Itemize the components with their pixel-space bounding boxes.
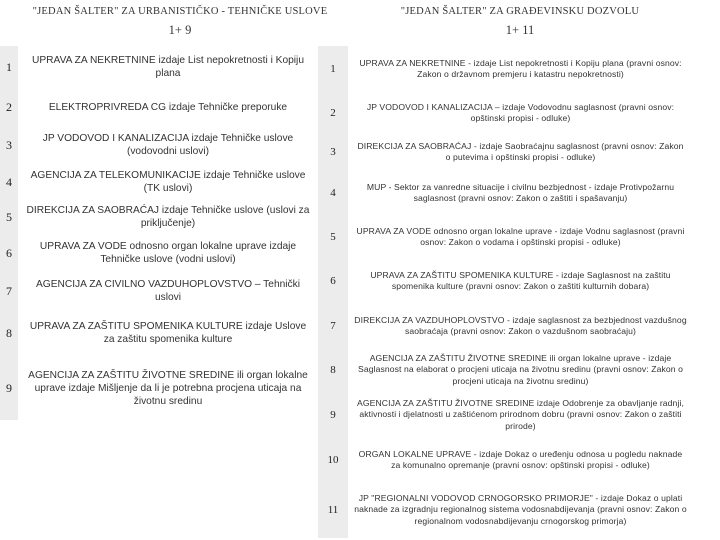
- item-text: AGENCIJA ZA ZAŠTITU ŽIVOTNE SREDINE izdaje Odobrenje za obavljanje radnji, aktivnosti i djelatnosti u zaštićenom prirodnom dobru (pravni osnov: Zakon o zaštiti prirode): [357, 397, 684, 431]
- item-number: 7: [0, 272, 18, 310]
- item-text: AGENCIJA ZA TELEKOMUNIKACIJE izdaje Tehničke uslove (TK uslovi): [30, 170, 306, 194]
- right-list-item: [318, 438, 693, 482]
- item-number: 3: [0, 126, 18, 164]
- left-list-item: [0, 234, 318, 272]
- item-text: JP VODOVOD I KANALIZACIJA – izdaje Vodovodnu saglasnost (pravni osnov: opštinski propisi - odluke): [366, 101, 675, 123]
- item-text: ORGAN LOKALNE UPRAVE - izdaje Dokaz o uređenju odnosa u pogledu naknade za komunalno opremanje (pravni osnov: opštinski propisi - odluke): [358, 448, 683, 470]
- item-number: 3: [318, 134, 348, 170]
- item-text: UPRAVA ZA ZAŠTITU SPOMENIKA KULTURE - izdaje Saglasnost na zaštitu spomenika kulture (pravni osnov: Zakon o zaštiti kulturnih dobara): [370, 269, 671, 291]
- item-text: ELEKTROPRIVREDA CG izdaje Tehničke preporuke: [48, 101, 288, 113]
- left-header: [20, 6, 340, 38]
- right-list-item: [318, 46, 693, 92]
- left-list-item: [0, 356, 318, 420]
- item-number: 10: [318, 438, 348, 482]
- item-text: DIREKCIJA ZA SAOBRAĆAJ - izdaje Saobraćajnu saglasnost (pravni osnov: Zakon o putevima i opštinski propisi - odluke): [357, 140, 684, 162]
- left-list-item: [0, 126, 318, 164]
- right-list-item: [318, 170, 693, 216]
- left-header-subtitle: 1+ 9: [168, 23, 192, 37]
- right-list-item: [318, 348, 693, 392]
- item-number: 4: [318, 170, 348, 216]
- item-text: UPRAVA ZA VODE odnosno organ lokalne uprave - izdaje Vodnu saglasnost (pravni osnov: Zakon o vodama i opštinski propisi - odluke): [356, 225, 685, 247]
- right-header: [355, 6, 685, 38]
- item-text: DIREKCIJA ZA SAOBRAĆAJ izdaje Tehničke uslove (uslovi za priključenje): [26, 205, 310, 229]
- right-list-item: [318, 134, 693, 170]
- right-list-item: [318, 482, 693, 538]
- item-text: JP "REGIONALNI VODOVOD CRNOGORSKO PRIMORJE" - izdaje Dokaz o uplati naknade za izgradnju regionalnog sistema vodosnabdijevanja (pravni osnov: Zakon o regionalnom vodosnabdijevanju crnogorskog primorja): [354, 492, 687, 526]
- item-number: 9: [318, 392, 348, 438]
- item-text: UPRAVA ZA VODE odnosno organ lokalne uprave izdaje Tehničke uslove (vodni uslovi): [39, 241, 297, 265]
- item-number: 9: [0, 356, 18, 420]
- left-header-title: "JEDAN ŠALTER" ZA URBANISTIČKO - TEHNIČKE USLOVE: [32, 6, 328, 17]
- item-number: 2: [0, 88, 18, 126]
- item-text: UPRAVA ZA ZAŠTITU SPOMENIKA KULTURE izdaje Uslove za zaštitu spomenika kulture: [29, 321, 307, 345]
- item-number: 1: [0, 46, 18, 88]
- left-list-item: [0, 88, 318, 126]
- right-list-item: [318, 216, 693, 258]
- item-text: AGENCIJA ZA CIVILNO VAZDUHOPLOVSTVO – Tehnički uslovi: [35, 279, 300, 303]
- right-header-subtitle: 1+ 11: [505, 23, 535, 37]
- right-list-item: [318, 304, 693, 348]
- left-list-item: [0, 200, 318, 234]
- item-number: 6: [318, 258, 348, 304]
- item-number: 7: [318, 304, 348, 348]
- item-number: 8: [0, 310, 18, 356]
- item-text: DIREKCIJA ZA VAZDUHOPLOVSTVO - izdaje saglasnost za bezbjednost vazdušnog saobraćaja (pravni osnov: Zakon o vazdušnom saobraćaju): [354, 314, 687, 336]
- left-list-item: [0, 272, 318, 310]
- right-list-item: [318, 392, 693, 438]
- item-number: 8: [318, 348, 348, 392]
- left-list-item: [0, 46, 318, 88]
- item-text: AGENCIJA ZA ZAŠTITU ŽIVOTNE SREDINE ili organ lokalne uprave izdaje Mišljenje da li je potrebna procjena uticaja na životnu sredinu: [28, 369, 308, 407]
- item-number: 5: [318, 216, 348, 258]
- item-number: 6: [0, 234, 18, 272]
- item-text: UPRAVA ZA NEKRETNINE - izdaje List nepokretnosti i Kopiju plana (pravni osnov: Zakon o državnom premjeru i katastru nepokretnosti): [359, 57, 682, 79]
- right-list-item: [318, 258, 693, 304]
- right-header-title: "JEDAN ŠALTER" ZA GRAĐEVINSKU DOZVOLU: [400, 6, 640, 17]
- item-number: 2: [318, 92, 348, 134]
- item-text: MUP - Sektor za vanredne situacije i civilnu bezbjednost - izdaje Protivpožarnu saglasnost (pravni osnov: Zakon o zaštiti i spašavanju): [366, 181, 675, 203]
- right-list-item: [318, 92, 693, 134]
- item-number: 11: [318, 482, 348, 538]
- left-list-item: [0, 164, 318, 200]
- left-list-item: [0, 310, 318, 356]
- item-number: 4: [0, 164, 18, 200]
- item-text: AGENCIJA ZA ZAŠTITU ŽIVOTNE SREDINE ili organ lokalne uprave - izdaje Saglasnost na elaborat o procjeni uticaja na životnu sredinu (pravni osnov: Zakon o procjeni uticaja na životnu sredinu): [357, 352, 684, 386]
- item-number: 1: [318, 46, 348, 92]
- item-text: UPRAVA ZA NEKRETNINE izdaje List nepokretnosti i Kopiju plana: [32, 55, 304, 79]
- item-number: 5: [0, 200, 18, 234]
- item-text: JP VODOVOD I KANALIZACIJA izdaje Tehničke uslove (vodovodni uslovi): [42, 133, 294, 157]
